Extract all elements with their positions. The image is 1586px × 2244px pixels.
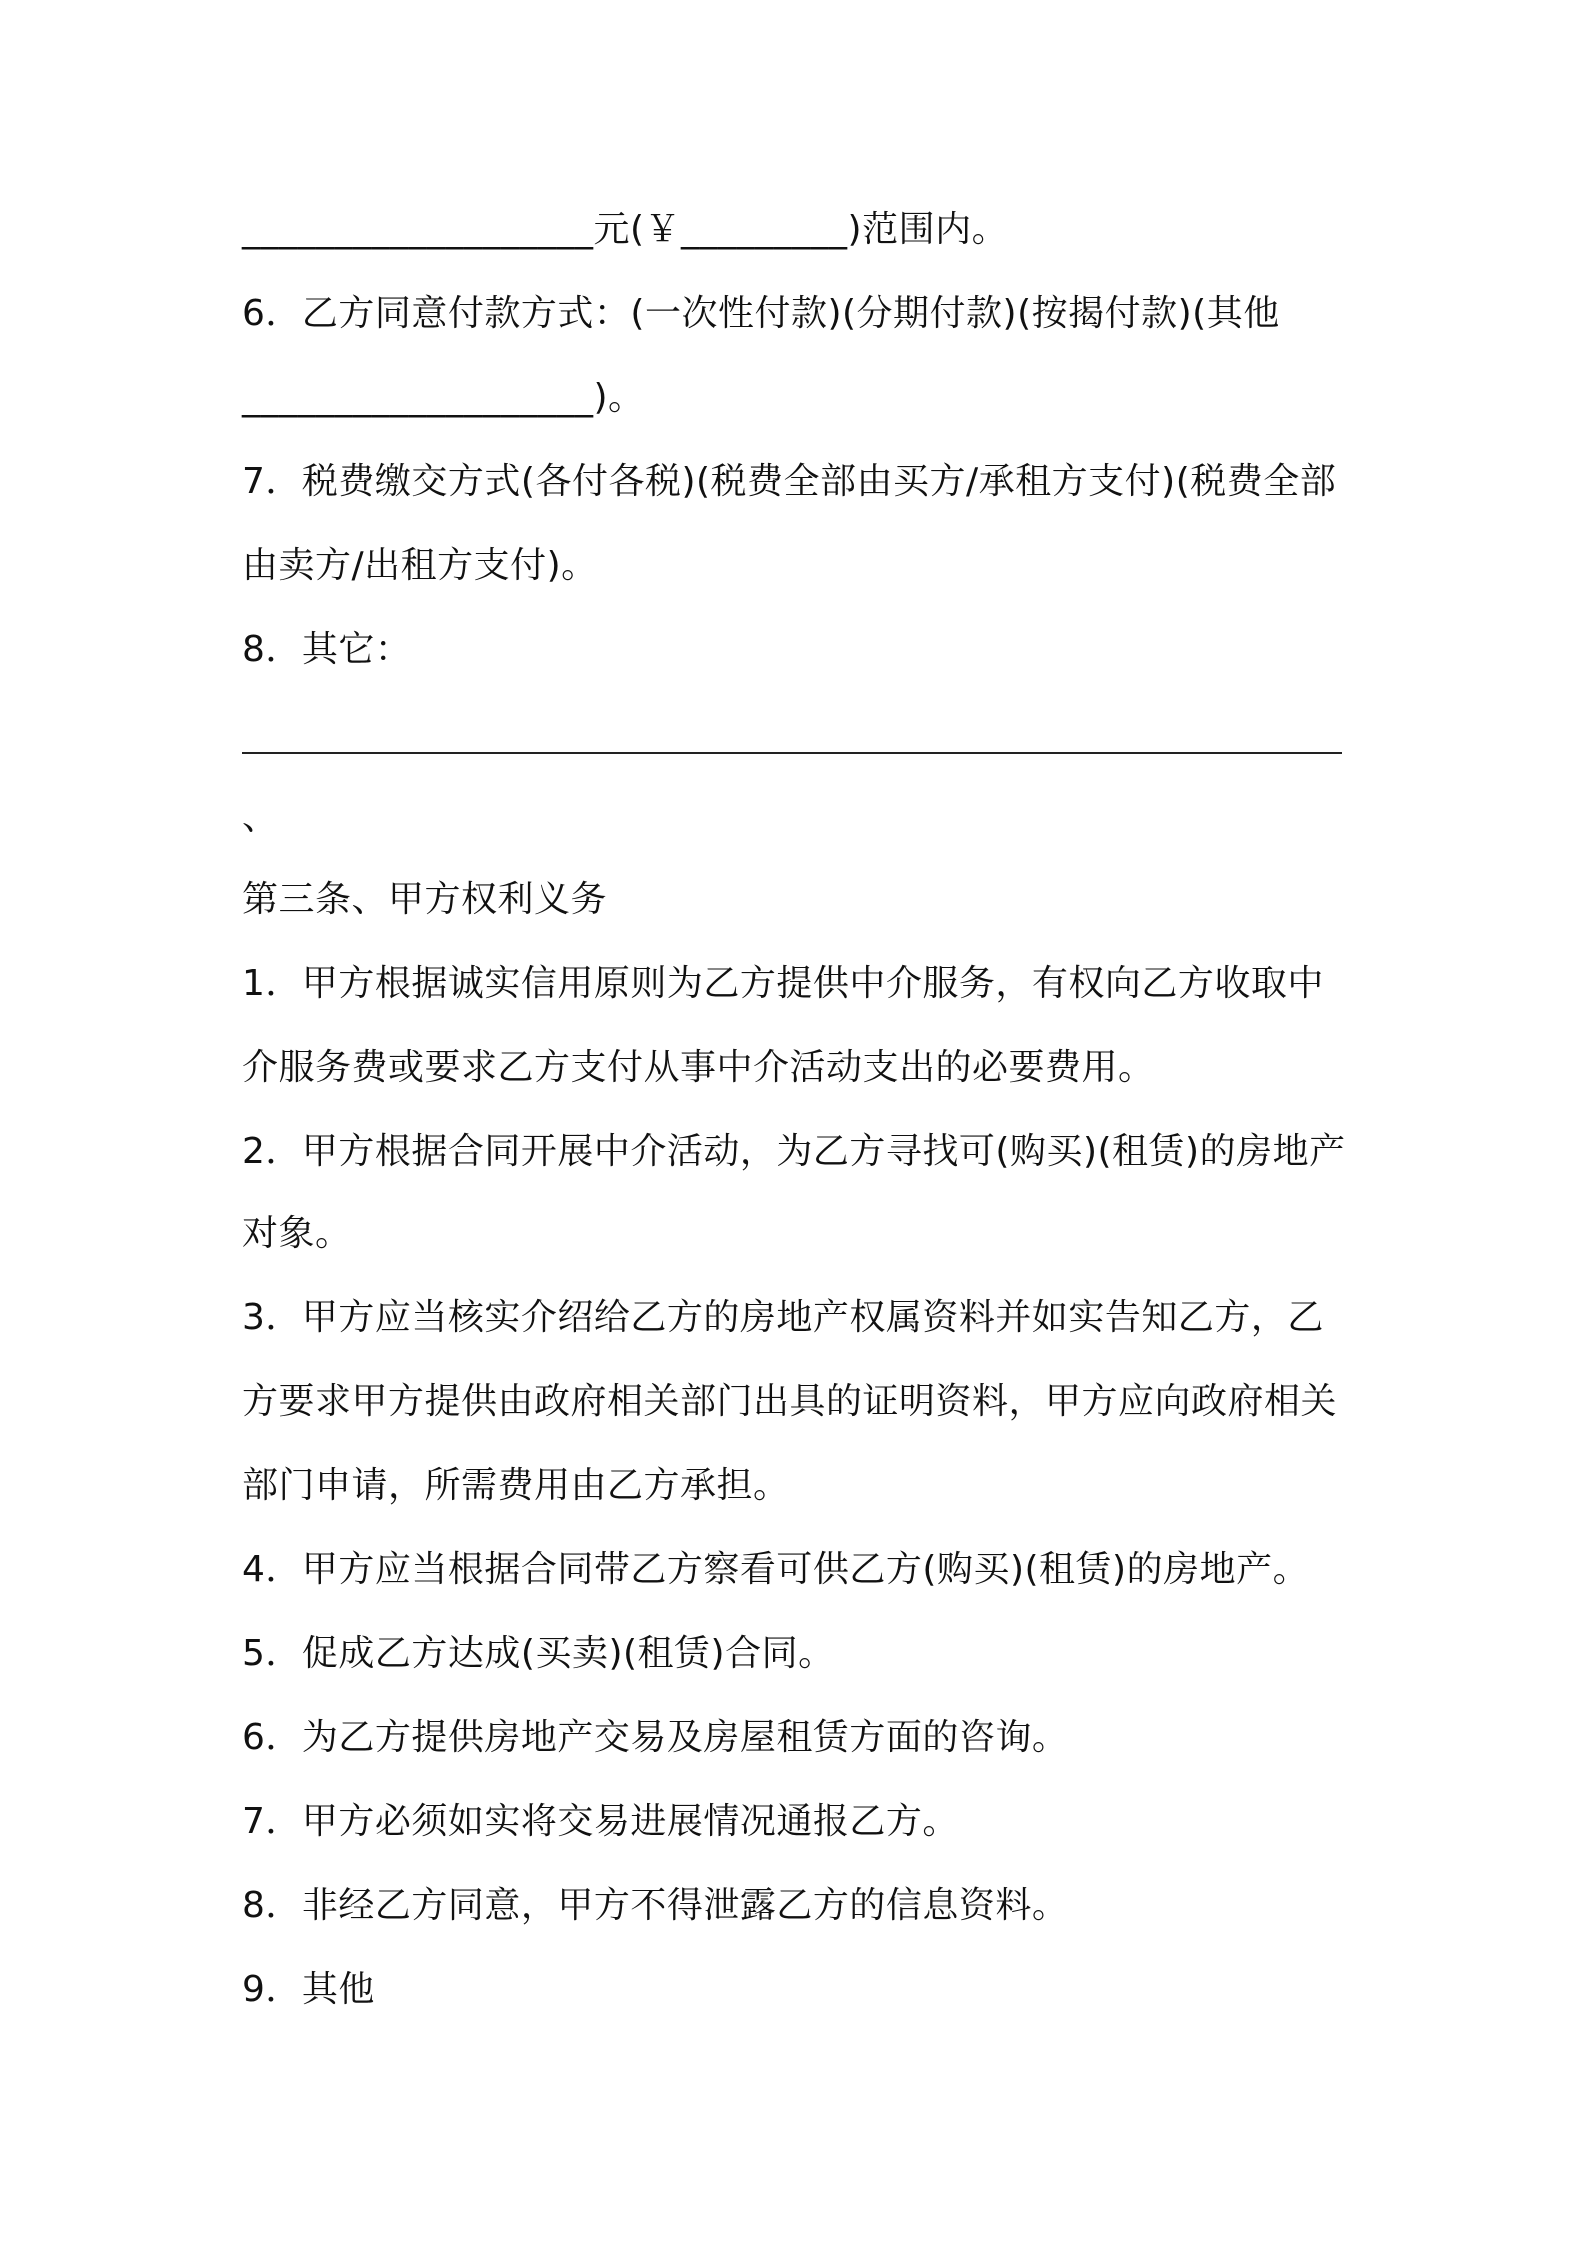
clause-3-item-3-line-2: 方要求甲方提供由政府相关部门出具的证明资料，甲方应向政府相关 <box>242 1381 1338 1422</box>
amount-range-line: ___________________元(￥_________)范围内。 <box>242 209 1009 250</box>
clause-3-item-1-line-1: 1．甲方根据诚实信用原则为乙方提供中介服务，有权向乙方收取中 <box>242 963 1324 1004</box>
trailing-comma-mark: 、 <box>242 797 279 838</box>
clause-3-item-2-line-2: 对象。 <box>242 1213 352 1254</box>
clause-3-item-5: 5．促成乙方达成(买卖)(租赁)合同。 <box>242 1633 835 1674</box>
fill-in-blank-line <box>242 752 1342 754</box>
clause-2-item-7-line-2: 由卖方/出租方支付)。 <box>242 545 598 586</box>
clause-2-item-8: 8．其它： <box>242 629 412 670</box>
clause-3-item-8: 8．非经乙方同意，甲方不得泄露乙方的信息资料。 <box>242 1885 1069 1926</box>
clause-3-item-3-line-3: 部门申请，所需费用由乙方承担。 <box>242 1465 790 1506</box>
clause-2-item-6-line-2: ___________________)。 <box>242 377 645 418</box>
clause-3-item-1-line-2: 介服务费或要求乙方支付从事中介活动支出的必要费用。 <box>242 1047 1155 1088</box>
clause-3-item-9: 9．其他 <box>242 1969 375 2010</box>
clause-2-item-6-line-1: 6．乙方同意付款方式：(一次性付款)(分期付款)(按揭付款)(其他 <box>242 293 1280 334</box>
clause-3-item-2-line-1: 2．甲方根据合同开展中介活动，为乙方寻找可(购买)(租赁)的房地产 <box>242 1131 1346 1172</box>
section-heading-clause-3: 第三条、甲方权利义务 <box>242 879 608 920</box>
clause-2-item-7-line-1: 7．税费缴交方式(各付各税)(税费全部由买方/承租方支付)(税费全部 <box>242 461 1337 502</box>
clause-3-item-3-line-1: 3．甲方应当核实介绍给乙方的房地产权属资料并如实告知乙方，乙 <box>242 1297 1324 1338</box>
clause-3-item-6: 6．为乙方提供房地产交易及房屋租赁方面的咨询。 <box>242 1717 1069 1758</box>
clause-3-item-4: 4．甲方应当根据合同带乙方察看可供乙方(购买)(租赁)的房地产。 <box>242 1549 1310 1590</box>
clause-3-item-7: 7．甲方必须如实将交易进展情况通报乙方。 <box>242 1801 959 1842</box>
